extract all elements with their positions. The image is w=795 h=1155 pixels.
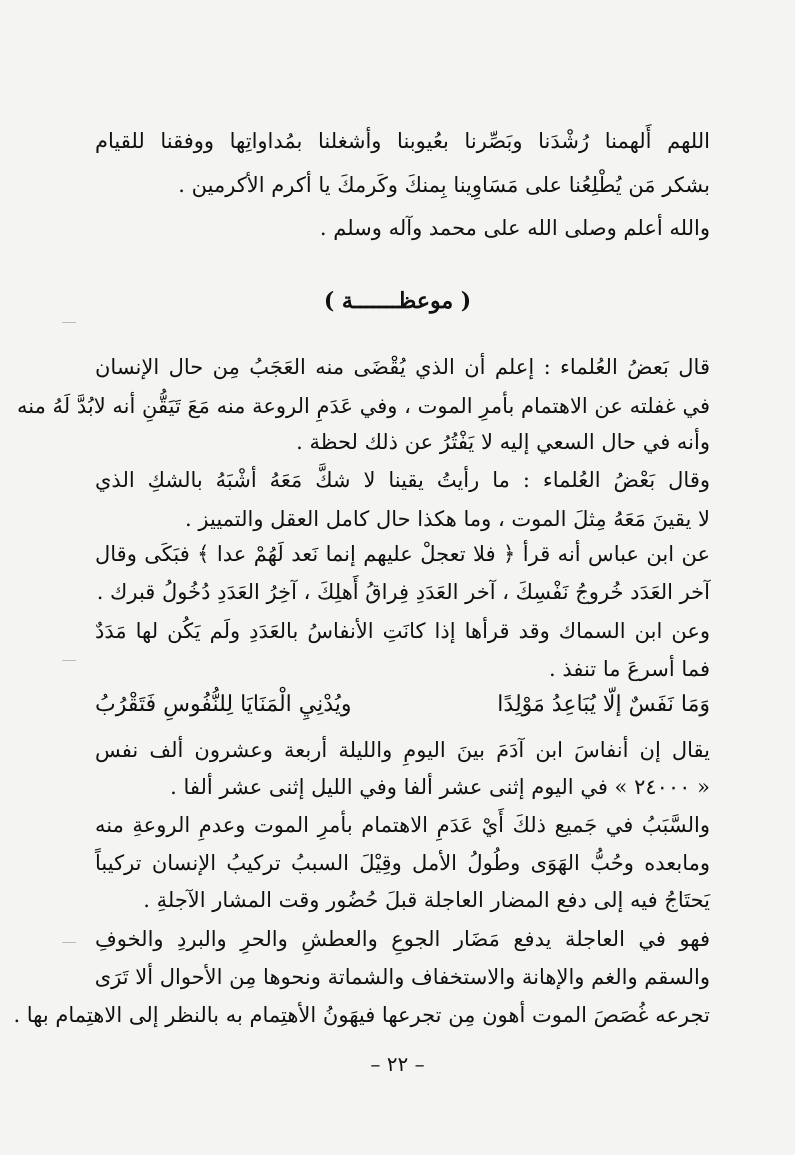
body-line-4: وقال بَعْضُ العُلماء : ما رأيتُ يقينا لا شكَّ مَعَهُ أشْبَهُ بالشكِ الذي [95,468,710,492]
intro-line-1: اللهم أَلهمنا رُشْدَنا وبَصِّرنا بعُيوبنا وأشغلنا بمُداواتِها ووفقنا للقيام [95,129,710,153]
body-line-1: قال بَعضُ العُلماء : إعلم أن الذي يُقْضَى منه العَجَبُ مِن حال الإنسان [95,355,710,379]
body2-line-1: يقال إن أنفاسَ ابن آدَمَ بينَ اليومِ والليلة أربعة وعشرون ألف نفس [95,738,710,762]
page-number: – ٢٢ – [370,1052,425,1076]
body-line-7: آخر العَدَد خُروجُ نَفْسِكَ ، آخر العَدَدِ فِراقُ أَهلِكَ ، آخِرُ العَدَدِ دُخُولُ قبرك . [96,580,710,604]
poetry-verse [95,688,710,722]
verse-second-hemistich: ويُدْنِيِ الْمَنَايَا لِلنُّفُوسِ فَتَقْرُبُ [95,692,352,717]
intro-line-2: بشكر مَن يُطْلِعُنا على مَسَاوِينا بِمنكَ وكَرمكَ يا أكرم الأكرمين . [178,173,710,197]
body-line-9: فما أسرعَ ما تنفذ . [549,657,710,681]
body2-line-2: « ٢٤٠٠٠ » في اليوم إثنى عشر ألفا وفي الليل إثنى عشر ألفا . [170,775,710,799]
body2-line-5: يَحتَاجُ فيه إلى دفع المضار العاجلة قبلَ حُضُور وقت المشار الآجلةِ . [143,888,710,912]
scan-mark [62,942,76,943]
body2-line-3: والسَّبَبُ في جَميع ذلكَ أَيْ عَدَمِ الاهتمام بأمرِ الموت وعدمِ الروعةِ منه [95,813,710,837]
body2-line-8: تجرعه غُصَصَ الموت أهون مِن تجرعها فيهَونُ الأهتِمام به بالنظر إلى الاهتِمام بها . [13,1003,710,1027]
intro-line-3: والله أعلم وصلى الله على محمد وآله وسلم . [319,216,710,240]
body-line-5: لا يقينَ مَعَهُ مِثلَ الموت ، وما هكذا حال كامل العقل والتمييز . [185,507,710,531]
scan-mark [62,322,76,323]
body2-line-7: والسقم والغم والإهانة والاستخفاف والشماتة ونحوها مِن الأحوال ألا تَرَى [94,965,710,989]
verse-first-hemistich: وَمَا نَفَسٌ إلّا يُبَاعِدُ مَوْلِدًا [497,692,710,717]
body-line-3: وأنه في حال السعي إليه لا يَفْتُرُ عن ذلك لحظة . [296,430,710,454]
body2-line-4: ومابعده وحُبُّ الهَوَى وطُولُ الأمل وقِيْلَ السببُ تركيبُ الإنسان تركيباً [95,851,710,875]
scan-mark [62,660,76,661]
body-line-2: في غفلته عن الاهتمام بأمرِ الموت ، وفي عَدَمِ الروعة منه مَعَ تَيَقُّنِ أنه لابُدَّ لَهُ منه [17,394,710,418]
body-line-6: عن ابن عباس أنه قرأ ﴿ فلا تعجلْ عليهم إنما نَعد لَهُمْ عدا ﴾ فبَكَى وقال [95,542,710,566]
body2-line-6: فهو في العاجلة يدفع مَضَار الجوعِ والعطشِ والحرِ والبردِ والخوفِ [95,927,710,951]
body-line-8: وعن ابن السماك وقد قرأها إذا كانَتِ الأنفاسُ بالعَدَدِ ولَم يَكُن لها مَدَدٌ [95,619,710,643]
section-title: ( موعظـــــــة ) [323,288,472,314]
